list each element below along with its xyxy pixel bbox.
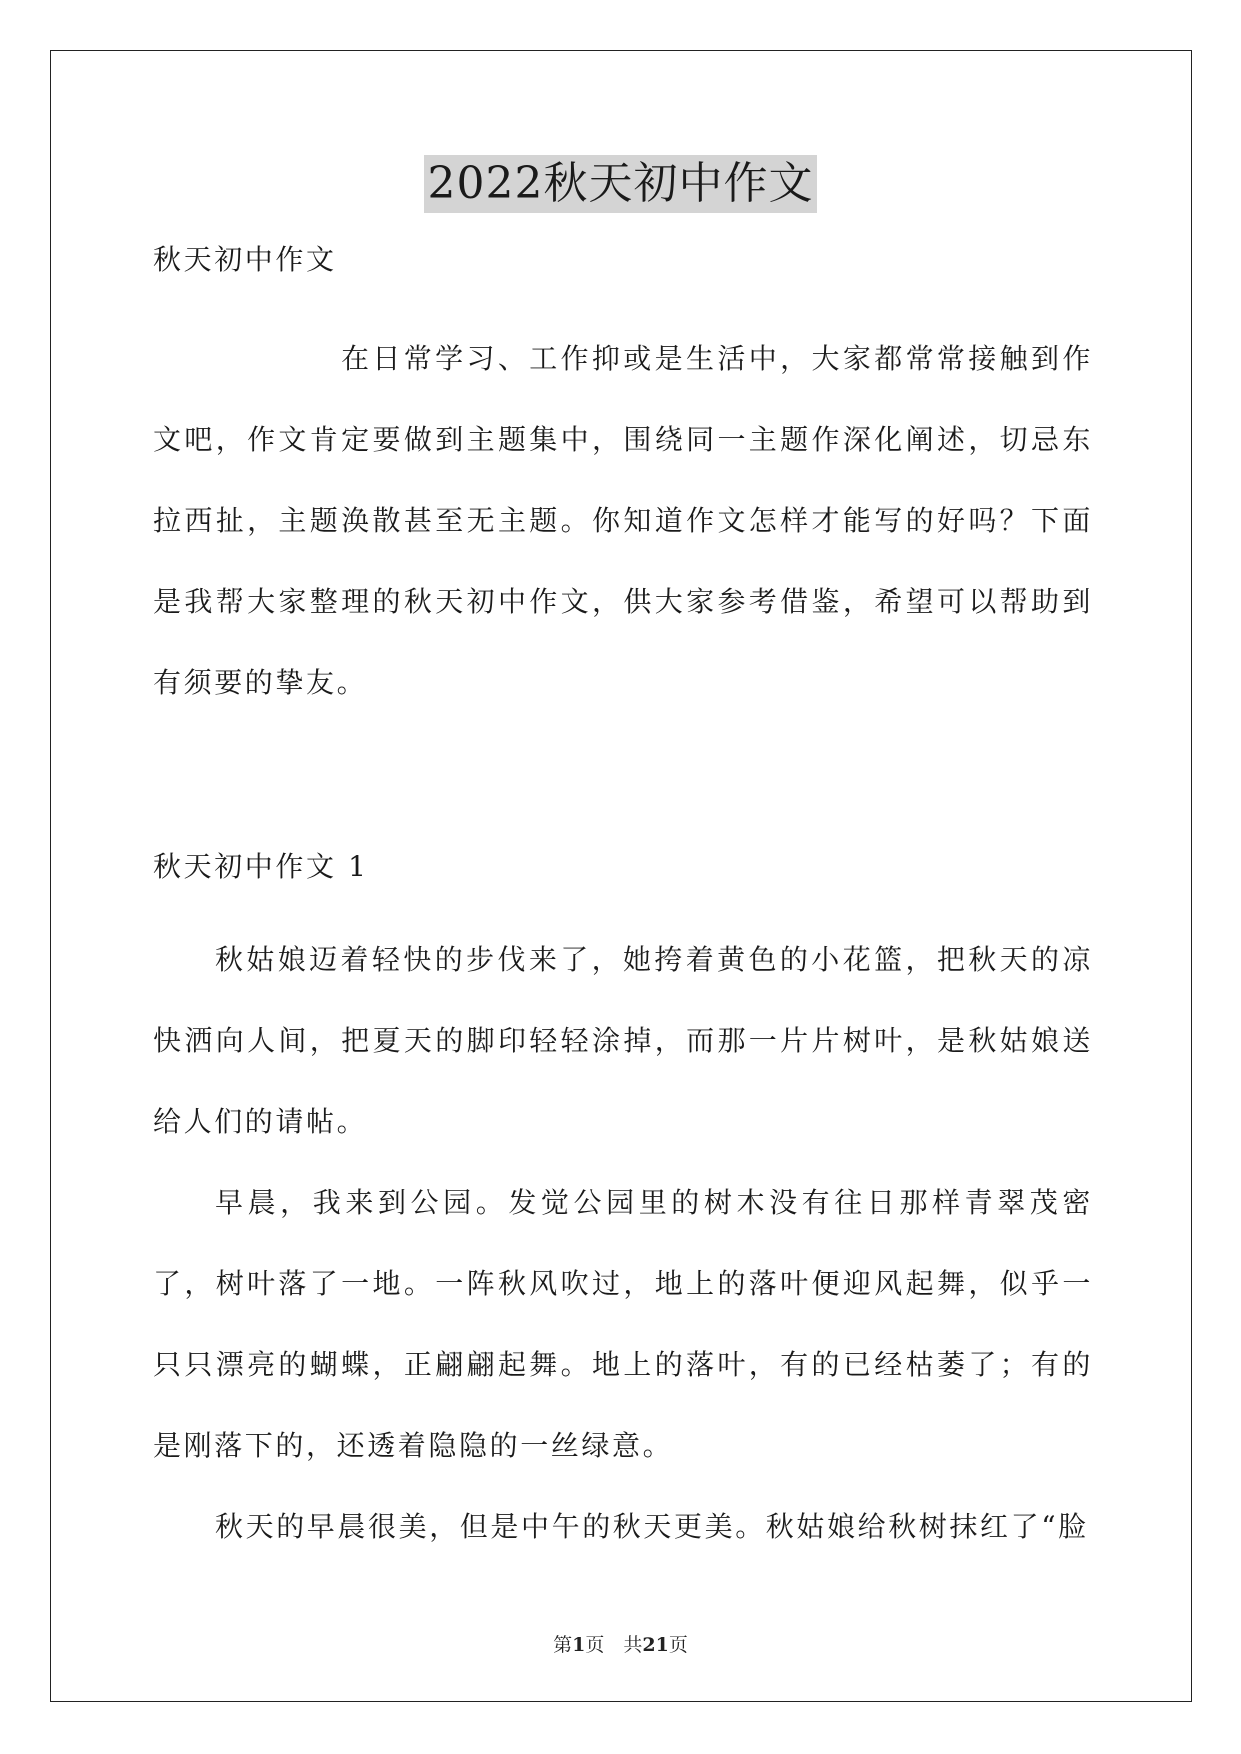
document-body <box>153 236 1093 1567</box>
essay-paragraph: 秋天的早晨很美，但是中午的秋天更美。秋姑娘给秋树抹红了“脸 <box>215 1510 1089 1543</box>
title-container <box>0 155 1241 213</box>
current-page-number: 1 <box>572 1634 586 1656</box>
footer-middle: 页 共 <box>585 1634 643 1656</box>
footer-prefix: 第 <box>553 1634 573 1656</box>
document-title: 2022秋天初中作文 <box>424 155 818 213</box>
essay-heading: 秋天初中作文 1 <box>153 850 369 883</box>
essay-paragraph: 秋姑娘迈着轻快的步伐来了，她挎着黄色的小花篮，把秋天的凉快洒向人间，把夏天的脚印轻轻涂掉，而那一片片树叶，是秋姑娘送给人们的请帖。 <box>153 943 1093 1138</box>
footer-suffix: 页 <box>668 1634 688 1656</box>
essay-paragraph: 早晨，我来到公园。发觉公园里的树木没有往日那样青翠茂密了，树叶落了一地。一阵秋风吹过，地上的落叶便迎风起舞，似乎一只只漂亮的蝴蝶，正翩翩起舞。地上的落叶，有的已经枯萎了；有的是刚落下的，还透着隐隐的一丝绿意。 <box>153 1186 1093 1462</box>
total-pages-number: 21 <box>642 1634 669 1656</box>
page-footer <box>0 1633 1241 1657</box>
intro-paragraph: 在日常学习、工作抑或是生活中，大家都常常接触到作文吧，作文肯定要做到主题集中，围绕同一主题作深化阐述，切忌东拉西扯，主题涣散甚至无主题。你知道作文怎样才能写的好吗？下面是我帮大家整理的秋天初中作文，供大家参考借鉴，希望可以帮助到有须要的挚友。 <box>153 342 1093 699</box>
section-heading: 秋天初中作文 <box>153 243 337 276</box>
